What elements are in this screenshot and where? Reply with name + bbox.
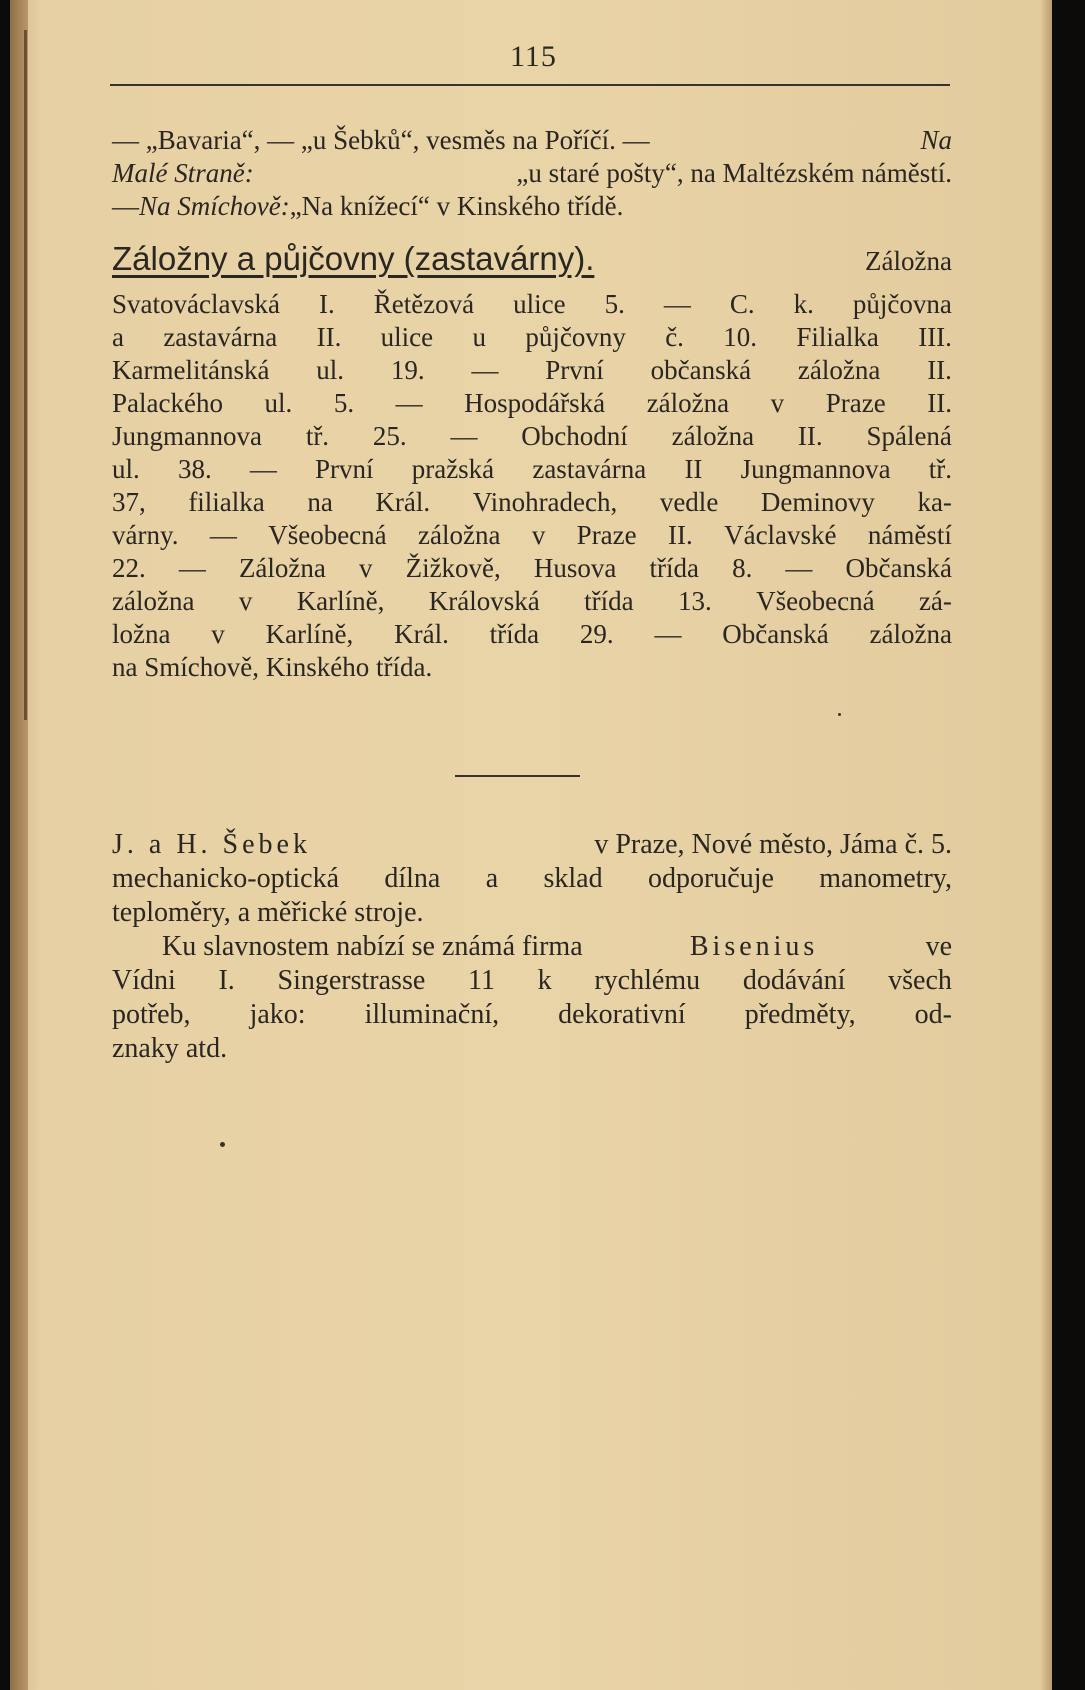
text-line xyxy=(112,420,952,453)
word: III. xyxy=(918,322,952,352)
word: Všeobecná xyxy=(756,586,875,616)
word: Občanská xyxy=(722,619,829,649)
word: všech xyxy=(888,965,952,996)
word: Singerstrasse xyxy=(277,965,426,996)
text-line xyxy=(112,618,952,651)
word: ul. xyxy=(264,388,293,418)
word: jako: xyxy=(249,999,306,1030)
word: — xyxy=(450,421,478,451)
word: vedle xyxy=(659,487,719,517)
text-line xyxy=(112,190,952,223)
text-line xyxy=(112,354,952,387)
word: dodávání xyxy=(742,965,846,996)
word: várny. xyxy=(112,520,179,550)
word: 10. xyxy=(723,322,758,352)
word: pražská xyxy=(411,454,495,484)
word: 22. xyxy=(112,553,146,583)
word: Karlíně, xyxy=(296,586,385,616)
text-line xyxy=(112,288,952,321)
word: v xyxy=(211,619,225,649)
paragraph-restaurants xyxy=(112,124,952,223)
text-line xyxy=(112,124,952,157)
ink-speck xyxy=(838,713,841,716)
text-span: — „Bavaria“, — „u Šebků“, vesměs na Poříčí. — xyxy=(112,125,650,155)
word: záložna xyxy=(797,355,881,385)
word: odporučuje xyxy=(647,863,774,894)
text-line xyxy=(112,930,952,964)
word: třída xyxy=(649,553,699,583)
word: Žižkově, xyxy=(405,553,501,583)
word: II. xyxy=(927,355,952,385)
word: II. xyxy=(797,421,823,451)
word: ulice xyxy=(380,322,434,352)
text-line: znaky atd. xyxy=(112,1033,228,1064)
book-page xyxy=(10,0,1052,1690)
word: záložna xyxy=(646,388,730,418)
text-line xyxy=(112,387,952,420)
word: Obchodní xyxy=(521,421,628,451)
word: na xyxy=(307,487,333,517)
firm-name: J. a H. Šebek xyxy=(112,829,311,860)
word: Občanská xyxy=(845,553,952,583)
word: Královská xyxy=(428,586,540,616)
margin-mark xyxy=(24,30,27,720)
text-span-italic: Na xyxy=(920,125,952,155)
word: záložna xyxy=(112,586,195,616)
word: Vinohradech, xyxy=(472,487,618,517)
text-span: Záložna xyxy=(865,246,952,276)
word: První xyxy=(545,355,604,385)
word: předměty, xyxy=(744,999,856,1030)
word: 11 xyxy=(467,965,495,996)
word: I. xyxy=(318,289,335,319)
word: zastavárna xyxy=(163,322,278,352)
word: ul. xyxy=(316,355,345,385)
text-span: Ku slavnostem nabízí se známá firma xyxy=(162,931,583,962)
word: v xyxy=(770,388,785,418)
word: záložna xyxy=(418,520,501,550)
word: Praze xyxy=(825,388,886,418)
word: občanská xyxy=(650,355,752,385)
word: Král. xyxy=(375,487,431,517)
word: 38. xyxy=(177,454,212,484)
word: Deminovy xyxy=(760,487,875,517)
word: Řetězová xyxy=(373,289,475,319)
word: Svatováclavská xyxy=(112,289,280,319)
text-span: v Praze, Nové město, Jáma č. 5. xyxy=(594,829,952,860)
text-span: — xyxy=(112,191,139,221)
text-line xyxy=(112,453,952,486)
word: C. xyxy=(729,289,755,319)
word: — xyxy=(249,454,277,484)
text-line xyxy=(112,552,952,585)
header-rule xyxy=(110,84,950,86)
page-number: 115 xyxy=(510,40,557,73)
word: Všeobecná xyxy=(268,520,387,550)
word: 25. xyxy=(372,421,407,451)
word: k xyxy=(537,965,552,996)
text-line xyxy=(112,585,952,618)
word: zá- xyxy=(918,586,952,616)
text-span: „u staré pošty“, na Maltézském náměstí. xyxy=(516,158,952,188)
word: ul. xyxy=(112,454,140,484)
word: dekorativní xyxy=(558,999,686,1030)
word: 13. xyxy=(677,586,712,616)
word: Palackého xyxy=(112,388,223,418)
section-heading-line xyxy=(112,242,952,288)
word: ulice xyxy=(513,289,566,319)
ink-speck xyxy=(220,1142,225,1147)
text-line: na Smíchově, Kinského třída. xyxy=(112,652,433,682)
word: Jungmannova xyxy=(740,454,891,484)
text-span-italic: Malé Straně: xyxy=(112,158,254,188)
word: mechanicko-optická xyxy=(112,863,340,894)
word: k. xyxy=(793,289,814,319)
word: tř. xyxy=(928,454,952,484)
text-span-italic: Na Smíchově: xyxy=(139,191,290,221)
word: v xyxy=(531,520,546,550)
word: ka- xyxy=(917,487,952,517)
word: — xyxy=(654,619,682,649)
word: ložna xyxy=(112,619,171,649)
word: záložna xyxy=(671,421,755,451)
word: Vídni xyxy=(112,965,176,996)
word: a xyxy=(485,863,499,894)
word: půjčovny xyxy=(525,322,626,352)
word: od- xyxy=(914,999,952,1030)
text-line xyxy=(112,321,952,354)
word: 29. xyxy=(579,619,614,649)
word: — xyxy=(395,388,423,418)
word: — xyxy=(471,355,499,385)
word: Král. xyxy=(394,619,449,649)
word: třída xyxy=(489,619,540,649)
word: — xyxy=(785,553,813,583)
word: Hospodářská xyxy=(464,388,606,418)
text-line xyxy=(112,998,952,1032)
word: 19. xyxy=(390,355,425,385)
word: Praze xyxy=(576,520,637,550)
word: Husova xyxy=(533,553,617,583)
text-line xyxy=(112,828,952,862)
word: Filialka xyxy=(796,322,879,352)
word: První xyxy=(315,454,374,484)
word: třída xyxy=(584,586,634,616)
word: náměstí xyxy=(867,520,952,550)
word: II. xyxy=(927,388,952,418)
word: a xyxy=(112,322,124,352)
word: II. xyxy=(316,322,342,352)
text-line xyxy=(112,486,952,519)
word: manometry, xyxy=(819,863,952,894)
text-line xyxy=(112,862,952,896)
word: Záložna xyxy=(238,553,326,583)
paragraph-pawnshops xyxy=(112,242,952,684)
word: I. xyxy=(218,965,235,996)
word: 37, xyxy=(112,487,146,517)
word: II xyxy=(684,454,703,484)
word: tř. xyxy=(305,421,330,451)
word: 8. xyxy=(732,553,753,583)
word: — xyxy=(209,520,237,550)
text-span: ve xyxy=(925,931,952,962)
section-divider xyxy=(455,775,580,777)
word: Spálená xyxy=(866,421,952,451)
word: č. xyxy=(665,322,684,352)
word: v xyxy=(358,553,373,583)
word: II. xyxy=(668,520,693,550)
word: filialka xyxy=(188,487,265,517)
word: Václavské xyxy=(724,520,837,550)
word: záložna xyxy=(869,619,952,649)
word: 5. xyxy=(333,388,355,418)
text-line xyxy=(112,157,952,190)
word: — xyxy=(663,289,691,319)
advertisement-block xyxy=(112,828,952,1066)
word: illuminační, xyxy=(364,999,500,1030)
word: půjčovna xyxy=(852,289,952,319)
text-line: teploměry, a měřické stroje. xyxy=(112,897,424,928)
word: sklad xyxy=(543,863,603,894)
word: u xyxy=(472,322,486,352)
word: zastavárna xyxy=(532,454,647,484)
text-line xyxy=(112,964,952,998)
word: dílna xyxy=(384,863,441,894)
word: — xyxy=(178,553,206,583)
section-heading: Záložny a půjčovny (zastavárny). xyxy=(112,240,595,277)
word: v xyxy=(238,586,253,616)
firm-name: Bisenius xyxy=(689,931,819,962)
word: Karlíně, xyxy=(265,619,354,649)
text-span: „Na knížecí“ v Kinského třídě. xyxy=(289,191,624,221)
word: potřeb, xyxy=(112,999,191,1030)
word: Jungmannova xyxy=(112,421,262,451)
word: Karmelitánská xyxy=(112,355,270,385)
word: rychlému xyxy=(594,965,701,996)
word: 5. xyxy=(604,289,625,319)
text-line xyxy=(112,519,952,552)
